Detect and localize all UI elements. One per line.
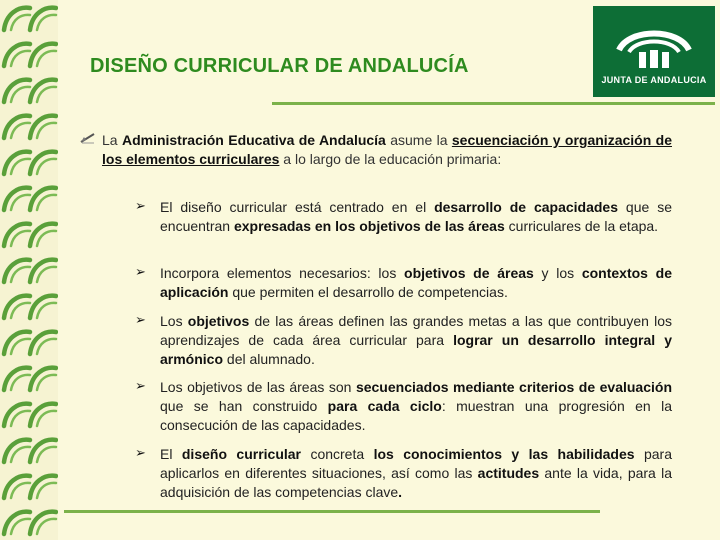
item-bold: secuenciados mediante criterios de evaluación (355, 379, 672, 395)
item-bold: diseño curricular (181, 446, 302, 462)
arrow-bullet-icon: ➢ (135, 313, 146, 328)
decorative-leaf-strip (0, 0, 58, 540)
item-bold: los conocimientos y las habilidades (373, 446, 635, 462)
item-bold: desarrollo de capacidades (434, 199, 618, 215)
item-text: curriculares de la etapa. (504, 218, 659, 234)
item-text: que se encuentran (160, 199, 672, 234)
item-text: del alumnado. (223, 351, 315, 367)
intro-bold: Administración Educativa de Andalucía (121, 132, 386, 148)
item-text: El diseño curricular está centrado en el (160, 199, 435, 215)
item-bold: contextos de aplicación (160, 265, 672, 300)
item-text: Incorpora elementos necesarios: los (160, 265, 405, 281)
intro-text: asume la (385, 132, 452, 148)
arrow-bullet-icon: ➢ (135, 379, 146, 394)
list-item (160, 445, 672, 502)
list-item (160, 198, 672, 236)
item-text: que se han construido (160, 398, 328, 414)
item-text: Los (160, 313, 188, 329)
item-bold: actitudes (477, 465, 540, 481)
top-divider (272, 102, 715, 105)
item-text: El (160, 446, 182, 462)
list-item (160, 312, 672, 369)
item-bold: lograr un desarrollo integral y armónico (160, 332, 672, 367)
list-item (160, 264, 672, 302)
item-text: concreta (301, 446, 374, 462)
item-text: Los objetivos de las áreas son (160, 379, 356, 395)
intro-text: a lo largo de la educación primaria: (279, 151, 502, 167)
intro-underlined: secuenciación y organización de los elementos curriculares (102, 132, 672, 167)
item-text: de las áreas definen las grandes metas a las que contribuyen los aprendizajes de cada área curricular para (160, 313, 672, 348)
item-text: : muestran una progresión en la consecución de las capacidades. (160, 398, 672, 433)
item-text: ante la vida, para la adquisición de las competencias clave (160, 465, 672, 500)
list-item (160, 378, 672, 435)
pen-bullet-icon (80, 132, 96, 144)
junta-andalucia-logo (593, 6, 715, 97)
item-text: y los (533, 265, 582, 281)
page-title: DISEÑO CURRICULAR DE ANDALUCÍA (90, 55, 469, 77)
arrow-bullet-icon: ➢ (135, 265, 146, 280)
item-text: que permiten el desarrollo de competencias. (228, 284, 508, 300)
item-text: para aplicarlos en diferentes situaciones, así como las (160, 446, 672, 481)
item-bold: para cada ciclo (327, 398, 442, 414)
arrow-bullet-icon: ➢ (135, 199, 146, 214)
bottom-divider (64, 510, 600, 513)
item-bold: expresadas en los objetivos de las áreas (233, 218, 505, 234)
item-bold: objetivos (187, 313, 250, 329)
logo-text: JUNTA DE ANDALUCIA (601, 75, 707, 85)
arrow-bullet-icon: ➢ (135, 446, 146, 461)
intro-paragraph (102, 131, 672, 169)
item-bold: . (398, 484, 403, 500)
intro-text: La (102, 132, 122, 148)
junta-andalucia-logo-icon (593, 6, 715, 76)
item-bold: objetivos de áreas (404, 265, 534, 281)
